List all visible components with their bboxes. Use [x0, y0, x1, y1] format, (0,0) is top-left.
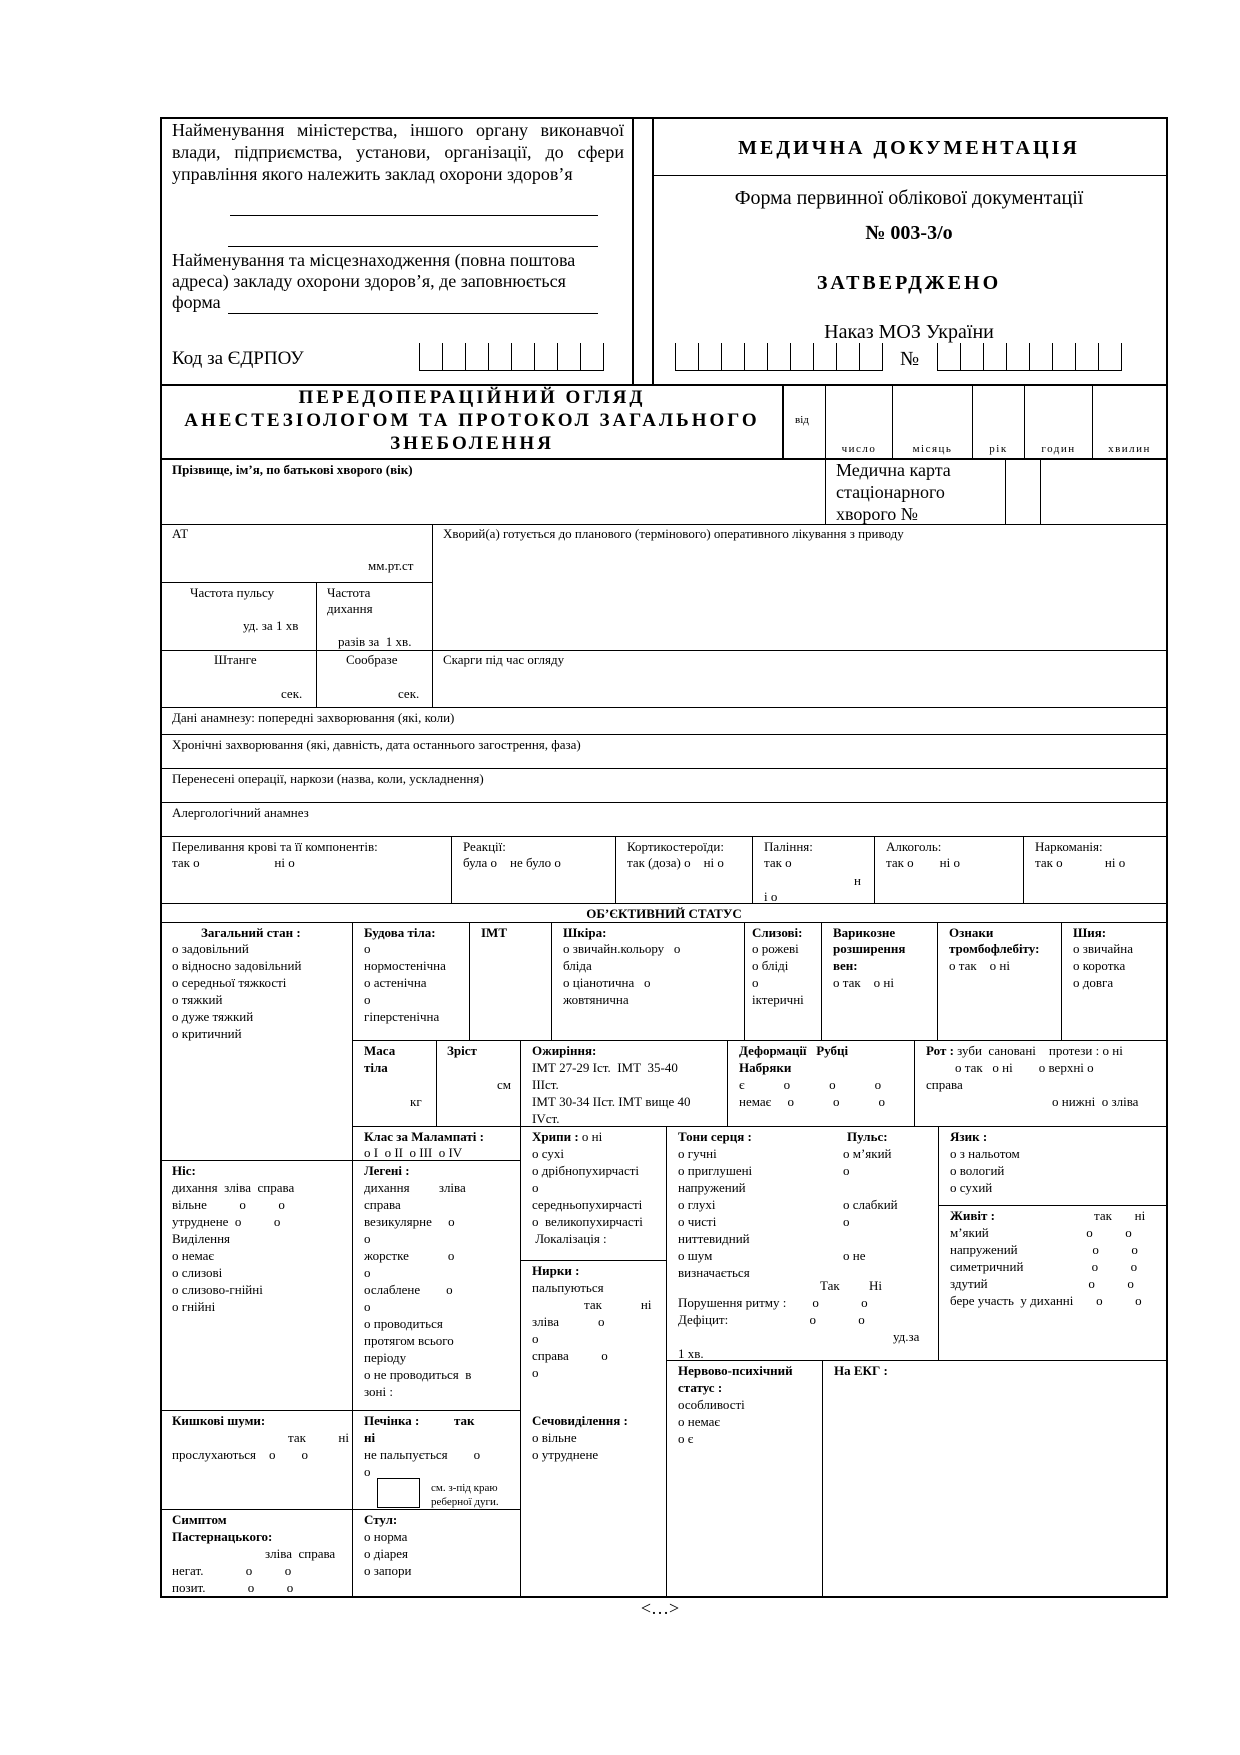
- frame-right: [1166, 117, 1168, 1598]
- skin-line-3[interactable]: о ціанотична о: [563, 975, 651, 990]
- stool-opt-1[interactable]: о норма: [364, 1529, 408, 1544]
- sobraze-label: Сообразе: [346, 652, 398, 667]
- form-number: № 003-3/о: [865, 222, 953, 244]
- mucosa-line-2[interactable]: о блідi: [752, 958, 789, 973]
- stool-title: Стул:: [364, 1512, 398, 1527]
- nose-line-6[interactable]: о слизові: [172, 1265, 223, 1280]
- deform-line-1: Деформації Рубці: [739, 1043, 849, 1058]
- general-opt-4[interactable]: о тяжкий: [172, 992, 223, 1007]
- smoking-n: н: [854, 873, 861, 888]
- neck-opt-3[interactable]: о довга: [1073, 975, 1114, 990]
- kidneys-line-4[interactable]: о: [532, 1331, 539, 1346]
- general-opt-3[interactable]: о середньої тяжкості: [172, 975, 287, 990]
- bowel-yes-no: так ні: [288, 1430, 349, 1445]
- resp-label-2: дихання: [327, 601, 373, 616]
- rales-line-2[interactable]: о дрібнопухирчасті: [532, 1163, 640, 1178]
- drugs-options[interactable]: так о ні о: [1035, 855, 1126, 870]
- date-year-label: рік: [989, 443, 1008, 455]
- skin-line-2: бліда: [563, 958, 592, 973]
- abdomen-row-5[interactable]: бере участь у диханні о о: [950, 1293, 1142, 1308]
- deform-row-no[interactable]: немає о о о: [739, 1094, 885, 1109]
- rales-line-5[interactable]: о великопухирчасті: [532, 1214, 643, 1229]
- heart-line-7[interactable]: о шум: [678, 1248, 713, 1263]
- title-line2: АНЕСТЕЗІОЛОГОМ ТА ПРОТОКОЛ ЗАГАЛЬНОГО: [184, 410, 760, 431]
- drugs-label: Наркоманія:: [1035, 839, 1103, 854]
- general-opt-5[interactable]: о дуже тяжкий: [172, 1009, 254, 1024]
- lungs-line-12[interactable]: о не проводиться в: [364, 1367, 472, 1382]
- body-build-title: Будова тіла:: [364, 925, 436, 940]
- chronic-label: Хронічні захворювання (які, давність, дата останнього загострення, фаза): [172, 737, 581, 752]
- operations-label: Перенесені операції, наркози (назва, коли, ускладнення): [172, 771, 484, 786]
- lungs-title: Легені :: [364, 1163, 410, 1178]
- mucosa-line-4: іктеричні: [752, 992, 804, 1007]
- continuation-mark: <…>: [640, 1598, 680, 1618]
- pasternatsky-row-neg[interactable]: негат. о о: [172, 1563, 292, 1578]
- pulse-line-4[interactable]: о слабкий: [843, 1197, 898, 1212]
- deficit-unit: уд.за: [893, 1329, 920, 1344]
- pulse-label: Частота пульсу: [190, 585, 275, 600]
- transfusion-label: Переливання крові та її компонентів:: [172, 839, 378, 854]
- liver-note-1: см. з-під краю: [431, 1482, 498, 1494]
- abdomen-row-4[interactable]: здутий о о: [950, 1276, 1134, 1291]
- varicose-line-3: вен:: [833, 958, 858, 973]
- obesity-line-4: ІVст.: [532, 1111, 560, 1126]
- date-hour-label: годин: [1041, 443, 1076, 455]
- imt-title: ІМТ: [481, 925, 507, 940]
- heart-line-4[interactable]: о глухі: [678, 1197, 716, 1212]
- pasternatsky-row-pos[interactable]: позит. о о: [172, 1580, 294, 1595]
- bowel-title: Кишкові шуми:: [172, 1413, 266, 1428]
- liver-yes: так: [454, 1413, 475, 1428]
- facility-text-1: Найменування та місцезнаходження (повна поштова: [172, 250, 576, 270]
- kidneys-line-5[interactable]: справа о: [532, 1348, 608, 1363]
- sobraze-unit: сек.: [398, 686, 420, 701]
- neck-opt-2[interactable]: о коротка: [1073, 958, 1126, 973]
- tongue-opt-2[interactable]: о вологий: [950, 1163, 1005, 1178]
- alcohol-label: Алкоголь:: [886, 839, 942, 854]
- stange-unit: сек.: [281, 686, 303, 701]
- nose-line-4: Виділення: [172, 1231, 231, 1246]
- facility-text-3: форма: [172, 292, 221, 312]
- nose-title: Ніс:: [172, 1163, 196, 1178]
- mass-line-1: Маса: [364, 1043, 396, 1058]
- title-line1: ПЕРЕДОПЕРАЦІЙНИЙ ОГЛЯД: [298, 387, 646, 408]
- abdomen-title: Живіт :: [950, 1208, 995, 1223]
- lungs-line-6[interactable]: о: [364, 1265, 371, 1280]
- deform-row-yes[interactable]: є о о о: [739, 1077, 882, 1092]
- cortico-options[interactable]: так (доза) о ні о: [627, 855, 724, 870]
- transfusion-options[interactable]: так о ні о: [172, 855, 295, 870]
- form-line1: Форма первинної облікової документації: [734, 187, 1084, 209]
- tongue-title: Язик :: [950, 1129, 988, 1144]
- date-minute-label: хвилин: [1108, 443, 1151, 455]
- pulse-unit: уд. за 1 хв: [243, 618, 299, 633]
- ecg-label: На ЕКГ :: [834, 1363, 888, 1378]
- mass-unit: кг: [410, 1094, 422, 1109]
- complaints-label: Скарги під час огляду: [443, 652, 565, 667]
- tongue-opt-3[interactable]: о сухий: [950, 1180, 993, 1195]
- allergy-label: Алергологічний анамнез: [172, 805, 309, 820]
- pulse-line-5[interactable]: о: [843, 1214, 850, 1229]
- height-title: Зріст: [447, 1043, 477, 1058]
- thrombo-line-1: Ознаки: [949, 925, 994, 940]
- skin-line-1[interactable]: о звичайн.кольору о: [563, 941, 681, 956]
- pasternatsky-line-1: Симптом: [172, 1512, 227, 1527]
- frame-left: [160, 117, 162, 1598]
- heart-line-1[interactable]: о гучні: [678, 1146, 717, 1161]
- ministry-text: Найменування міністерства, іншого органу виконавчої влади, підприємства, установи, організації, до сфери управління якого належить заклад охорони здоров’я: [172, 120, 624, 184]
- stool-opt-2[interactable]: о діарея: [364, 1546, 408, 1561]
- kidneys-title: Нирки :: [532, 1263, 580, 1278]
- kidneys-line-2: так ні: [532, 1297, 652, 1312]
- lungs-line-7[interactable]: ослаблене о: [364, 1282, 453, 1297]
- reactions-label: Реакції:: [463, 839, 506, 854]
- urination-opt-1[interactable]: о вільне: [532, 1430, 577, 1445]
- nose-line-7[interactable]: о слизово-гнійні: [172, 1282, 263, 1297]
- objective-heading: ОБ’ЄКТИВНИЙ СТАТУС: [586, 906, 742, 921]
- title-line3: ЗНЕБОЛЕННЯ: [390, 433, 554, 454]
- bp-label: АТ: [172, 526, 189, 541]
- general-opt-6[interactable]: о критичний: [172, 1026, 242, 1041]
- body-build-line-5: гіперстенічна: [364, 1009, 440, 1024]
- obesity-line-2: ІІІст.: [532, 1077, 559, 1092]
- mucosa-title: Слизові:: [752, 925, 803, 940]
- thrombo-options[interactable]: о так о ні: [949, 958, 1010, 973]
- mucosa-line-3[interactable]: о: [752, 975, 759, 990]
- lungs-line-13: зоні :: [364, 1384, 393, 1399]
- neuro-opt-2[interactable]: о немає: [678, 1414, 720, 1429]
- smoking-yes[interactable]: так о: [764, 855, 792, 870]
- tongue-opt-1[interactable]: о з нальотом: [950, 1146, 1020, 1161]
- liver-title: Печінка :: [364, 1413, 420, 1428]
- rales-line-6: Локалізація :: [532, 1231, 607, 1246]
- nose-line-3[interactable]: утруднене о о: [172, 1214, 281, 1229]
- resp-unit: разів за 1 хв.: [338, 634, 412, 649]
- neuro-opt-1: особливості: [678, 1397, 745, 1412]
- abdomen-row-1[interactable]: м’який о о: [950, 1225, 1132, 1240]
- pulse-line-7[interactable]: о не: [843, 1248, 866, 1263]
- frame-top: [160, 117, 1168, 119]
- stange-label: Штанге: [214, 652, 257, 667]
- mouth-line-2[interactable]: о так о ні о верхні о: [955, 1060, 1094, 1075]
- body-build-line-3[interactable]: о астенічна: [364, 975, 427, 990]
- urination-title: Сечовиділення :: [532, 1413, 628, 1428]
- pulse-line-2[interactable]: о: [843, 1163, 850, 1178]
- bowel-row[interactable]: прослухаються о о: [172, 1447, 309, 1462]
- neuro-line-1: Нервово-психічний: [678, 1363, 793, 1378]
- edrpou-label: Код за ЄДРПОУ: [172, 348, 304, 369]
- deficit-min: 1 хв.: [678, 1346, 704, 1361]
- bp-unit: мм.рт.ст: [368, 558, 414, 573]
- lungs-line-1: дихання зліва: [364, 1180, 466, 1195]
- heart-line-3: напружений: [678, 1180, 746, 1195]
- varicose-options[interactable]: о так о ні: [833, 975, 894, 990]
- alcohol-options[interactable]: так о ні о: [886, 855, 960, 870]
- nose-line-1: дихання зліва справа: [172, 1180, 295, 1195]
- abdomen-yes-no: так ні: [1094, 1208, 1146, 1223]
- heart-line-2[interactable]: о приглушені: [678, 1163, 753, 1178]
- med-card-label-2: стаціонарного: [836, 482, 945, 502]
- nose-line-2[interactable]: вільне о о: [172, 1197, 285, 1212]
- kidneys-line-6[interactable]: о: [532, 1365, 539, 1380]
- heart-line-5[interactable]: о чисті: [678, 1214, 717, 1229]
- heart-line-6: ниттевидний: [678, 1231, 750, 1246]
- lungs-line-11: періоду: [364, 1350, 407, 1365]
- rales-line-4: середньопухирчасті: [532, 1197, 643, 1212]
- mouth-line-4[interactable]: о нижні о зліва: [1052, 1094, 1139, 1109]
- liver-palpation-row[interactable]: не пальпується о: [364, 1447, 481, 1462]
- smoking-no[interactable]: і о: [764, 889, 778, 904]
- patient-name-label: Прізвище, ім’я, по батькові хворого (вік): [172, 462, 413, 477]
- neuro-line-2: статус :: [678, 1380, 723, 1395]
- rhythm-disorder-row[interactable]: Порушення ритму : о о: [678, 1295, 868, 1310]
- date-day-label: число: [841, 443, 877, 455]
- rales-line-1[interactable]: о сухі: [532, 1146, 564, 1161]
- obesity-title: Ожиріння:: [532, 1043, 597, 1058]
- neuro-opt-3[interactable]: о є: [678, 1431, 694, 1446]
- resp-label-1: Частота: [327, 585, 371, 600]
- lungs-line-8[interactable]: о: [364, 1299, 371, 1314]
- facility-text-2: адреса) закладу охорони здоров’я, де заповнюється: [172, 271, 566, 291]
- thrombo-line-2: тромбофлебіту:: [949, 941, 1040, 956]
- skin-line-4: жовтянична: [563, 992, 629, 1007]
- mass-line-2: тіла: [364, 1060, 388, 1075]
- skin-title: Шкіра:: [563, 925, 607, 940]
- general-state-title: Загальний стан :: [201, 925, 301, 940]
- kidneys-line-1: пальпуються: [532, 1280, 604, 1295]
- obesity-line-3[interactable]: ІМТ 30-34 ІІст. ІМТ вище 40: [532, 1094, 691, 1109]
- prep-label: Хворий(а) готується до планового (термінового) оперативного лікування з приводу: [443, 526, 904, 541]
- reactions-options[interactable]: була о не було о: [463, 855, 561, 870]
- heart-title: Тони серця :: [678, 1129, 752, 1144]
- lungs-line-3[interactable]: везикулярне о: [364, 1214, 455, 1229]
- lungs-line-5[interactable]: жорстке о: [364, 1248, 455, 1263]
- liver-radio[interactable]: о: [364, 1464, 371, 1479]
- mallampati-options[interactable]: о І о ІІ о ІІІ о ІV: [364, 1145, 463, 1160]
- approved-label: ЗАТВЕРДЖЕНО: [816, 272, 1002, 294]
- anamnesis-label: Дані анамнезу: попередні захворювання (які, коли): [172, 710, 455, 725]
- rhythm-yes-no: Так Ні: [820, 1278, 882, 1293]
- med-doc-title: МЕДИЧНА ДОКУМЕНТАЦІЯ: [738, 137, 1080, 159]
- varicose-line-1: Варикозне: [833, 925, 896, 940]
- order-label: Наказ МОЗ України: [824, 321, 994, 343]
- liver-no: ні: [364, 1430, 376, 1445]
- from-label: від: [795, 414, 809, 426]
- height-unit: см: [497, 1077, 511, 1092]
- deform-line-2: Набряки: [739, 1060, 792, 1075]
- rales-title: Хрипи : о ні: [532, 1129, 603, 1144]
- med-card-label-3: хворого №: [836, 504, 918, 524]
- body-build-line-1[interactable]: о: [364, 941, 371, 956]
- lungs-line-2: справа: [364, 1197, 401, 1212]
- varicose-line-2: розширення: [833, 941, 906, 956]
- number-sign: №: [900, 348, 920, 370]
- lungs-line-10: протягом всього: [364, 1333, 454, 1348]
- obesity-line-1[interactable]: ІМТ 27-29 Іст. ІМТ 35-40: [532, 1060, 678, 1075]
- pulse-title: Пульс:: [847, 1129, 888, 1144]
- general-opt-2[interactable]: о відносно задовільний: [172, 958, 302, 973]
- abdomen-row-3[interactable]: симетричний о о: [950, 1259, 1138, 1274]
- pulse-deficit-row[interactable]: Дефіцит: о о: [678, 1312, 865, 1327]
- lungs-line-9[interactable]: о проводиться: [364, 1316, 443, 1331]
- stool-opt-3[interactable]: о запори: [364, 1563, 412, 1578]
- rales-line-3[interactable]: о: [532, 1180, 539, 1195]
- mucosa-line-1[interactable]: о рожеві: [752, 941, 799, 956]
- smoking-label: Паління:: [764, 839, 813, 854]
- date-month-label: місяць: [912, 443, 953, 455]
- body-build-line-4[interactable]: о: [364, 992, 371, 1007]
- pulse-line-1[interactable]: о м’який: [843, 1146, 892, 1161]
- nose-line-5[interactable]: о немає: [172, 1248, 214, 1263]
- lungs-line-4[interactable]: о: [364, 1231, 371, 1246]
- mallampati-title: Клас за Малампаті :: [364, 1129, 484, 1144]
- pasternatsky-line-2: Пастернацького:: [172, 1529, 273, 1544]
- mouth-line-1: Рот : зуби санованi протези : о ні: [926, 1043, 1123, 1058]
- mouth-line-3: справа: [926, 1077, 963, 1092]
- liver-note-2: реберної дуги.: [431, 1496, 499, 1508]
- pasternatsky-cols: зліва справа: [265, 1546, 336, 1561]
- abdomen-row-2[interactable]: напружений о о: [950, 1242, 1138, 1257]
- body-build-line-2: нормостенічна: [364, 958, 446, 973]
- med-card-label-1: Медична карта: [836, 460, 951, 480]
- heart-line-8: визначається: [678, 1265, 750, 1280]
- urination-opt-2[interactable]: о утруднене: [532, 1447, 599, 1462]
- cortico-label: Кортикостероїди:: [627, 839, 724, 854]
- neck-title: Шия:: [1073, 925, 1107, 940]
- nose-line-8[interactable]: о гнійні: [172, 1299, 216, 1314]
- liver-size-box[interactable]: [377, 1478, 420, 1508]
- kidneys-line-3[interactable]: зліва о: [532, 1314, 605, 1329]
- neck-opt-1[interactable]: о звичайна: [1073, 941, 1133, 956]
- general-opt-1[interactable]: о задовільний: [172, 941, 249, 956]
